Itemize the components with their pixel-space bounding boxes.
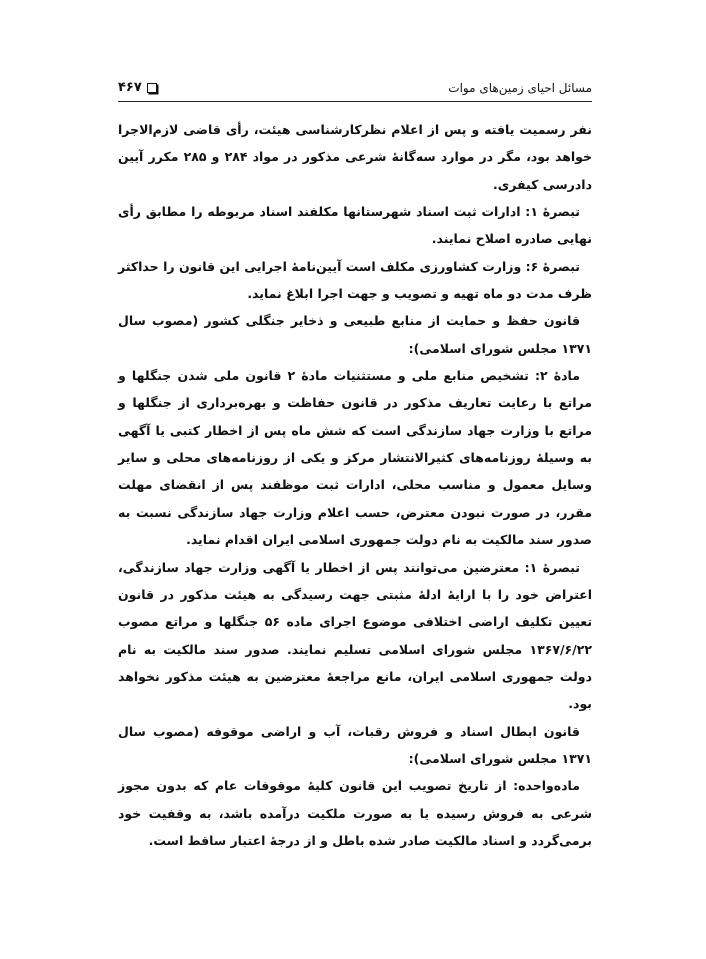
header-divider <box>118 101 592 102</box>
page-number: ۴۶۷ <box>118 80 142 95</box>
paragraph-single-article: ماده‌واحده: از تاریخ تصویب این قانون کلیهٔ موقوفات عام که بدون مجوز شرعی به فروش رسیده یا به صورت ملکیت درآمده باشد، به وقفیت خود برمی‌گردد و اسناد مالکیت صادر شده باطل و از درجهٔ اعتبار ساقط است. <box>118 778 592 848</box>
law-title-forest-protection: قانون حفظ و حمایت از منابع طبیعی و ذخایر جنگلی کشور (مصوب سال ۱۳۷۱ مجلس شورای اسلامی): <box>118 313 592 356</box>
page-header <box>118 74 592 100</box>
paragraph-article-2: مادهٔ ۲: تشخیص منابع ملی و مستثنیات مادهٔ ۲ قانون ملی شدن جنگلها و مراتع با رعایت تعاریف مذکور در قانون حفاظت و بهره‌برداری از جنگلها و مراتع با وزارت جهاد سازندگی است که شش ماه پس از اخطار کتبی یا آگهی به وسیلهٔ روزنامه‌های کثیرالانتشار مرکز و یکی از روزنامه‌های محلی و سایر وسایل معمول و مناسب محلی، ادارات ثبت موظفند پس از انقضای مهلت مقرر، در صورت نبودن معترض، حسب اعلام وزارت جهاد سازندگی نسبت به صدور سند مالکیت به نام دولت جمهوری اسلامی ایران اقدام نماید. <box>118 368 592 548</box>
paragraph-continuation: نفر رسمیت یافته و پس از اعلام نظرکارشناسی هیئت، رأی قاضی لازم‌الاجرا خواهد بود، مگر در موارد سه‌گانهٔ شرعی مذکور در مواد ۲۸۴ و ۲۸۵ مکرر آیین دادرسی کیفری. <box>118 122 592 192</box>
law-title-endowment-cancellation: قانون ابطال اسناد و فروش رقبات، آب و اراضی موقوفه (مصوب سال ۱۳۷۱ مجلس شورای اسلامی): <box>118 723 592 766</box>
paragraph-note-1: تبصرهٔ ۱: ادارات ثبت اسناد شهرستانها مکلفند اسناد مربوطه را مطابق رأی نهایی صادره اصلاح نمایند. <box>118 204 592 247</box>
paragraph-article-2-note-1: تبصرهٔ ۱: معترضین می‌توانند پس از اخطار یا آگهی وزارت جهاد سازندگی، اعتراض خود را با ارایهٔ ادلهٔ مثبتی جهت رسیدگی به هیئت مذکور در قانون تعیین تکلیف اراضی اختلافی موضوع اجرای ماده ۵۶ جنگلها و مراتع مصوب ۱۳۶۷/۶/۲۲ مجلس شورای اسلامی تسلیم نمایند. صدور سند مالکیت به نام دولت جمهوری اسلامی ایران، مانع مراجعهٔ معترضین به هیئت مذکور نخواهد بود. <box>118 559 593 712</box>
paragraph-note-6: تبصرهٔ ۶: وزارت کشاورزی مکلف است آیین‌نامهٔ اجرایی این قانون را حداکثر ظرف مدت دو ماه تهیه و تصویب و جهت اجرا ابلاغ نماید. <box>118 258 592 302</box>
running-title: مسائل احیای زمین‌های موات <box>448 81 592 95</box>
page-number-block <box>118 80 157 100</box>
square-box-icon <box>147 83 157 93</box>
page-body <box>118 116 592 854</box>
